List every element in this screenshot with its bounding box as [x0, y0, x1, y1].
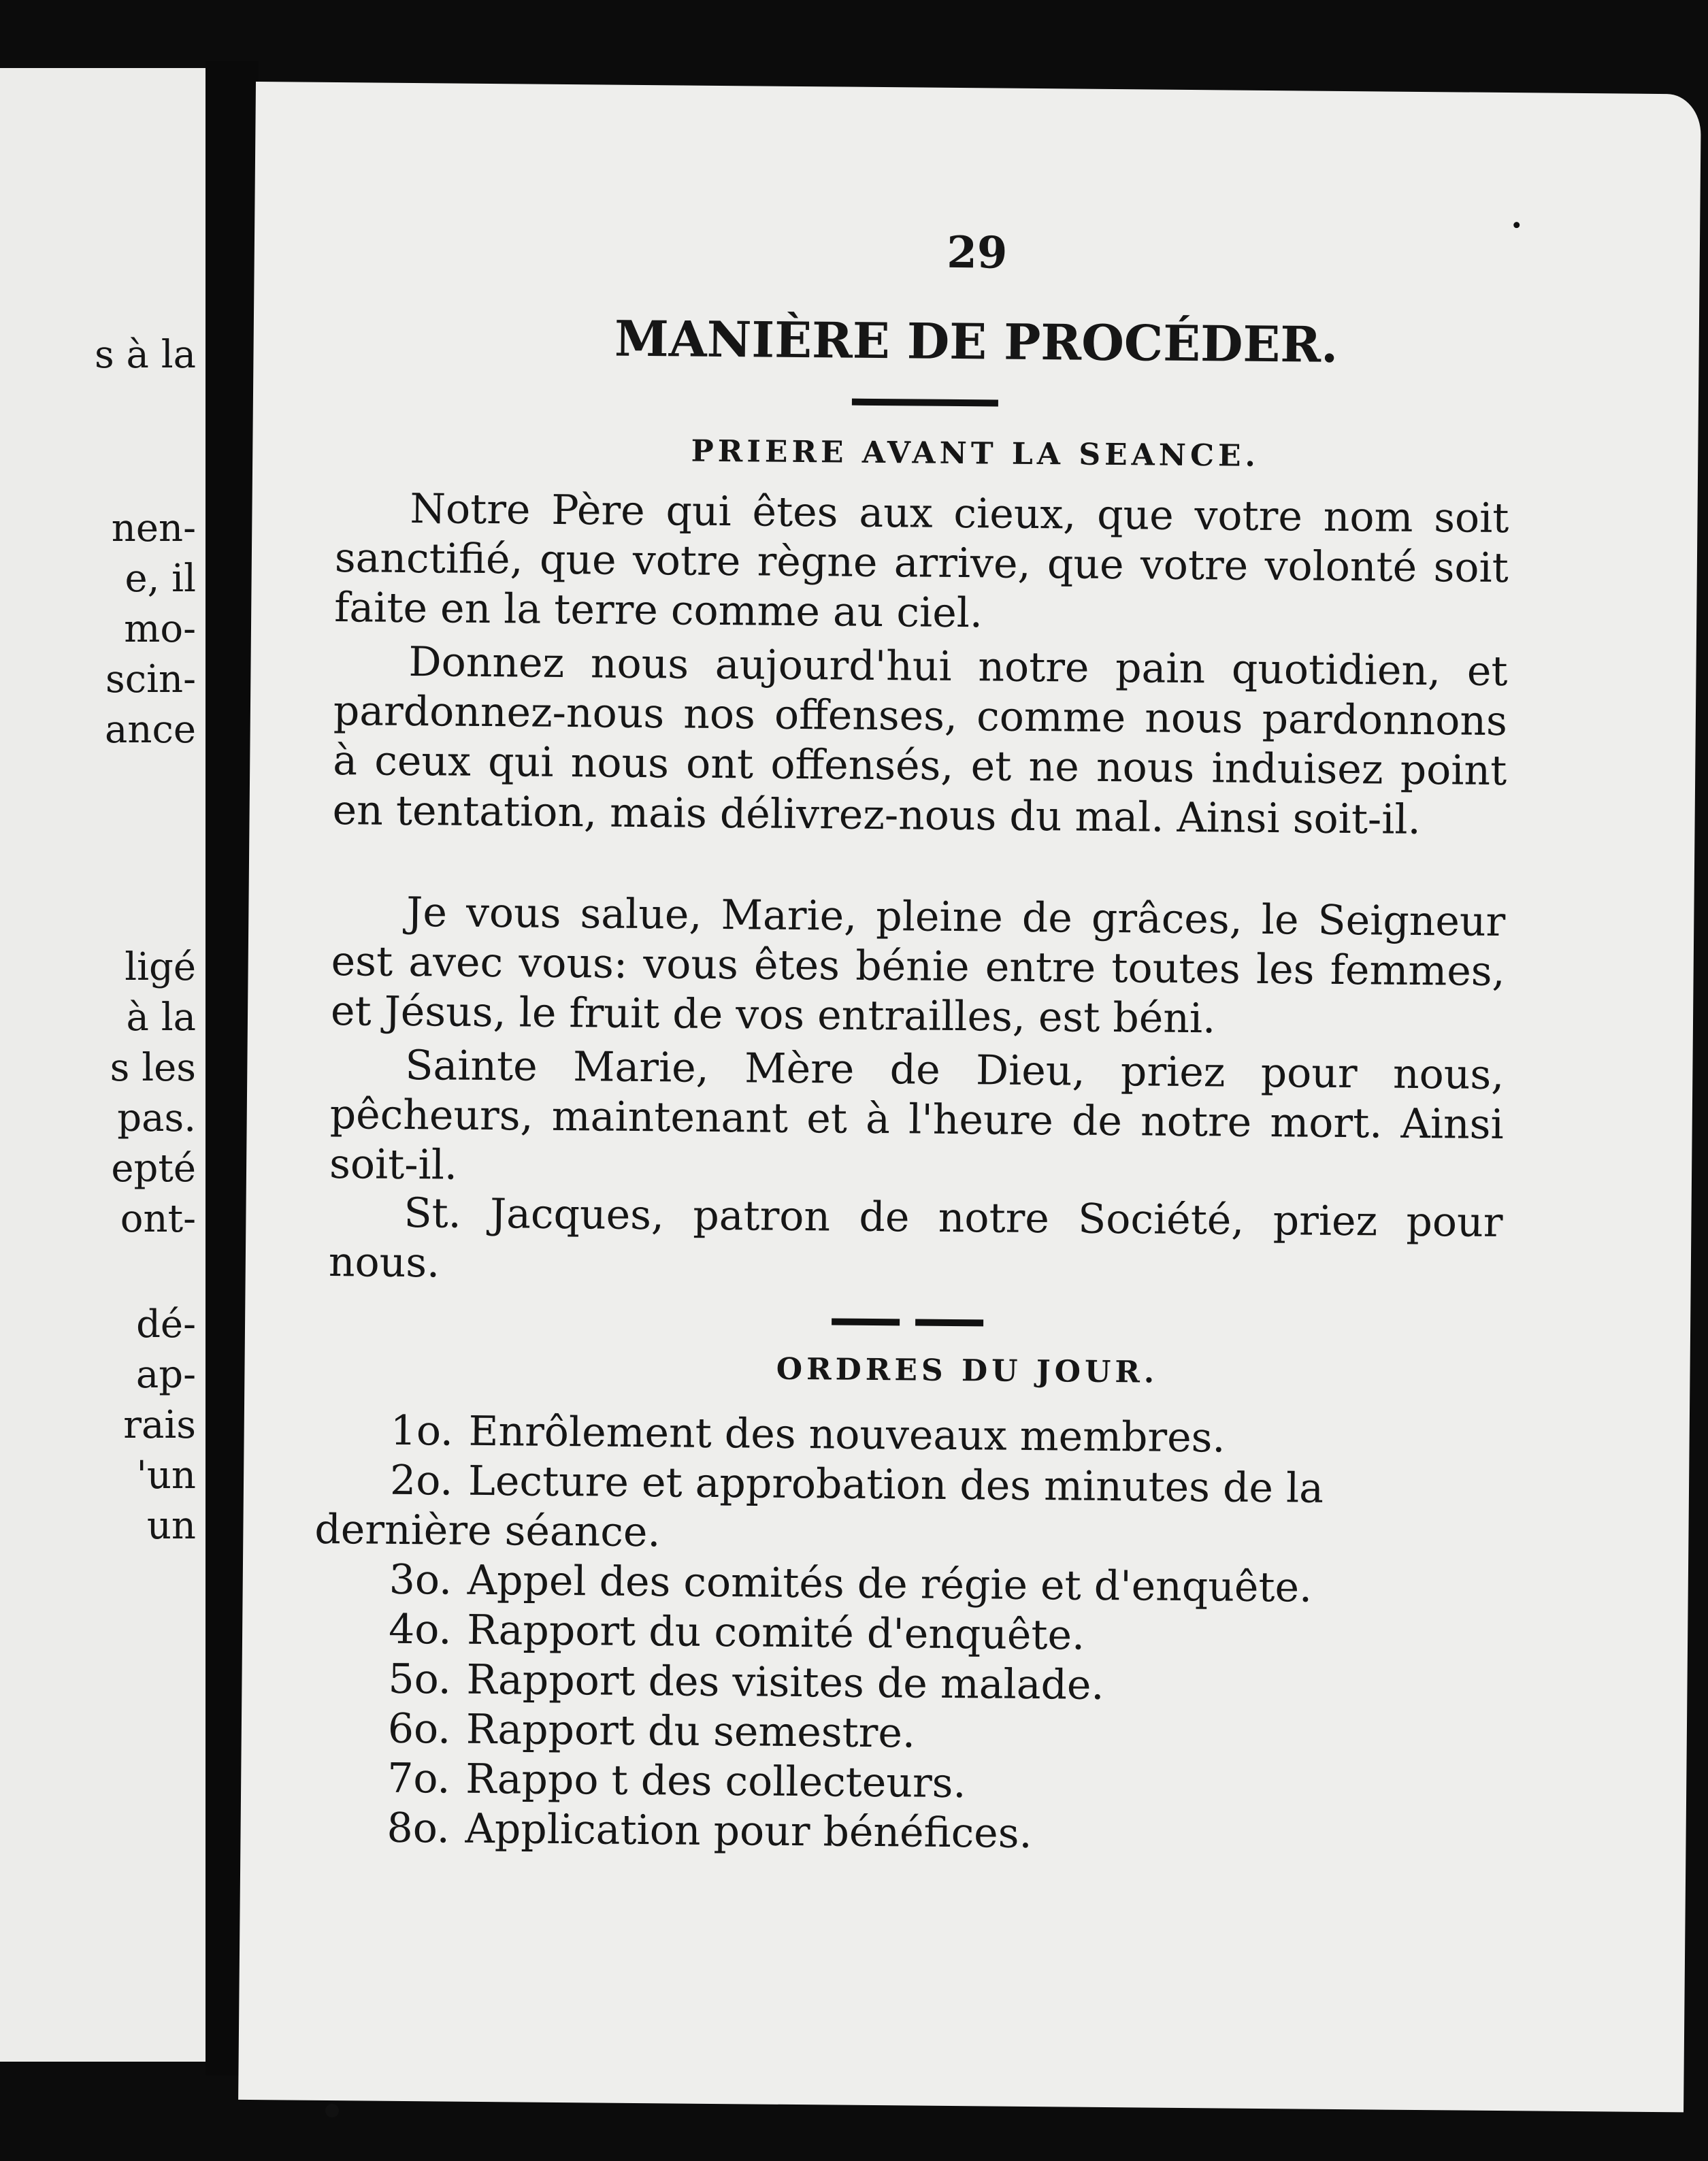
book-page [238, 82, 1701, 2112]
left-page-fragment: ance [105, 708, 196, 752]
left-page-fragment: ont- [120, 1197, 196, 1241]
left-page-fragment: ap- [135, 1353, 196, 1397]
scan-speck [325, 2104, 339, 2117]
order-text: Rapport des visites de malade. [466, 1655, 1104, 1709]
order-text: Appel des comités de régie et d'enquête. [467, 1556, 1313, 1612]
order-number: 2o. [389, 1456, 453, 1505]
left-page-fragment: 'un [136, 1453, 196, 1498]
left-page-fragment: scin- [105, 657, 196, 702]
left-page-fragment: mo- [124, 607, 196, 651]
list-item [387, 1804, 1496, 1863]
left-page-fragment: e, il [125, 557, 196, 601]
left-page-fragment: pas. [117, 1096, 196, 1140]
order-number: 6o. [387, 1704, 451, 1753]
prayer-heading: PRIERE AVANT LA SEANCE. [691, 433, 1260, 474]
left-page-fragment: s les [110, 1046, 196, 1090]
list-item [314, 1455, 1499, 1565]
left-page-fragment: ligé [125, 945, 196, 989]
orders-list [312, 1406, 1500, 1863]
left-page-fragment: un [146, 1504, 196, 1548]
section-rule [915, 1319, 983, 1327]
prayer-paragraph: Sainte Marie, Mère de Dieu, priez pour nous, pêcheurs, maintenant et à l'heure de notre mort. Ainsi soit-il. [329, 1041, 1505, 1189]
left-page-fragment: epté [111, 1147, 196, 1191]
prayer-paragraph: Je vous salue, Marie, pleine de grâces, le Seigneur est avec vous: vous êtes bénie entre toutes les femmes, et Jésus, le fruit de vos entrailles, est béni. [330, 888, 1506, 1043]
prayer-paragraph: Notre Père qui êtes aux cieux, que votre nom soit sanctifié, que votre règne arrive, que votre volonté soit faite en la terre comme au ciel. [333, 485, 1509, 638]
left-page-fragment: dé- [136, 1302, 196, 1347]
order-number: 4o. [388, 1605, 452, 1654]
left-page-fragment: rais [123, 1403, 196, 1447]
order-number: 1o. [390, 1406, 454, 1455]
order-text: Rapport du comité d'enquête. [466, 1606, 1085, 1660]
title-rule [852, 399, 998, 407]
order-text: Enrôlement des nouveaux membres. [468, 1407, 1226, 1462]
left-page-fragment: à la [126, 995, 196, 1040]
facing-page-left [0, 68, 210, 2062]
list-item [387, 1754, 1497, 1813]
order-number: 3o. [389, 1555, 453, 1604]
page-title: MANIÈRE DE PROCÉDER. [614, 309, 1339, 374]
left-page-fragment: nen- [111, 506, 196, 550]
section-rule [832, 1318, 900, 1325]
list-item [389, 1605, 1498, 1664]
order-number: 5o. [388, 1655, 452, 1704]
ink-speck [1513, 222, 1520, 228]
order-number: 7o. [387, 1754, 450, 1803]
order-text: Rappo t des collecteurs. [465, 1755, 966, 1808]
left-page-fragment: s à la [94, 333, 196, 377]
order-number: 8o. [387, 1804, 450, 1853]
prayer-paragraph: St. Jacques, patron de notre Société, priez pour nous. [328, 1189, 1503, 1287]
order-text: Lecture et approbation des minutes de la dernière séance. [314, 1457, 1324, 1557]
list-item [389, 1555, 1498, 1615]
order-text: Application pour bénéfices. [465, 1804, 1032, 1858]
order-text: Rapport du semestre. [465, 1705, 916, 1758]
orders-heading: ORDRES DU JOUR. [776, 1351, 1159, 1390]
prayer-paragraph: Donnez nous aujourd'hui notre pain quotidien, et pardonnez-nous nos offenses, comme nous pardonnons à ceux qui nous ont offensés, et ne nous induisez point en tentation, mais délivrez-nous du mal. Ainsi soit-il. [332, 638, 1508, 844]
page-number: 29 [946, 227, 1008, 279]
